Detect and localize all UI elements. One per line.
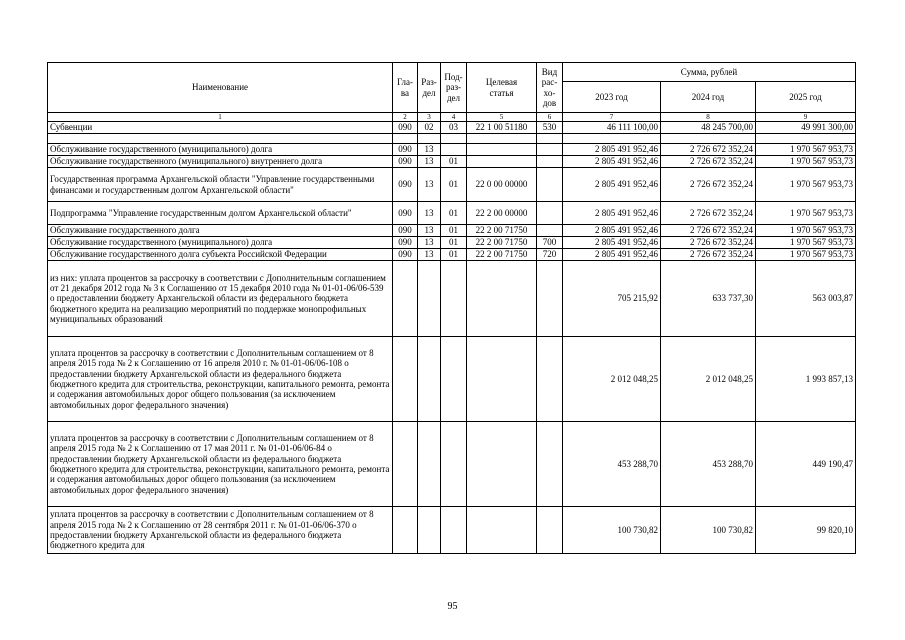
row-razdel: 13 <box>418 156 441 168</box>
header-razdel: Раз- дел <box>418 63 441 113</box>
row-sum-2024: 2 726 672 352,24 <box>661 237 756 249</box>
row-podrazdel <box>441 261 467 337</box>
column-number: 5 <box>467 113 537 122</box>
row-name: уплата процентов за рассрочку в соответствии с Дополнительным соглашением от 8 апреля 2015 года № 2 к Соглашению от 28 сентября 2011 г. № 01-01-06/06-370 о предоставлении бюджету Архангельской области из федерального бюджета бюджетного кредита для <box>48 507 393 554</box>
row-sum-2025: 99 820,10 <box>756 507 856 554</box>
column-number: 9 <box>756 113 856 122</box>
table-row <box>48 261 856 337</box>
row-name: Обслуживание государственного долга <box>48 225 393 237</box>
row-glava: 090 <box>393 237 418 249</box>
row-razdel <box>418 261 441 337</box>
row-vid: 720 <box>537 249 563 261</box>
row-sum-2024: 2 726 672 352,24 <box>661 144 756 156</box>
table-row <box>48 507 856 554</box>
row-glava: 090 <box>393 249 418 261</box>
row-razdel <box>418 507 441 554</box>
row-celevaya <box>467 422 537 507</box>
row-celevaya <box>467 337 537 422</box>
row-celevaya <box>467 261 537 337</box>
row-sum-2024: 453 288,70 <box>661 422 756 507</box>
row-sum-2023: 46 111 100,00 <box>563 122 661 134</box>
row-vid <box>537 422 563 507</box>
row-sum-2023: 705 215,92 <box>563 261 661 337</box>
row-glava: 090 <box>393 168 418 202</box>
table-row <box>48 144 856 156</box>
row-sum-2025: 1 970 567 953,73 <box>756 249 856 261</box>
row-podrazdel: 01 <box>441 249 467 261</box>
row-vid <box>537 168 563 202</box>
table-row <box>48 202 856 225</box>
row-sum-2025: 49 991 300,00 <box>756 122 856 134</box>
row-celevaya: 22 2 00 71750 <box>467 225 537 237</box>
column-number: 3 <box>418 113 441 122</box>
row-vid: 700 <box>537 237 563 249</box>
row-glava <box>393 337 418 422</box>
row-sum-2025: 1 970 567 953,73 <box>756 202 856 225</box>
row-name: Субвенции <box>48 122 393 134</box>
row-name: Обслуживание государственного (муниципального) внутреннего долга <box>48 156 393 168</box>
row-celevaya: 22 2 00 71750 <box>467 249 537 261</box>
header-celevaya: Целевая статья <box>467 63 537 113</box>
row-sum-2024: 100 730,82 <box>661 507 756 554</box>
row-glava <box>393 261 418 337</box>
budget-table <box>47 62 856 554</box>
row-glava: 090 <box>393 122 418 134</box>
row-podrazdel <box>441 422 467 507</box>
row-sum-2023: 2 012 048,25 <box>563 337 661 422</box>
row-podrazdel <box>441 507 467 554</box>
row-razdel: 13 <box>418 202 441 225</box>
page-number: 95 <box>447 601 458 612</box>
spacer-row <box>48 134 856 144</box>
row-celevaya: 22 2 00 71750 <box>467 237 537 249</box>
table-row <box>48 156 856 168</box>
row-vid: 530 <box>537 122 563 134</box>
row-sum-2023: 2 805 491 952,46 <box>563 249 661 261</box>
row-sum-2023: 2 805 491 952,46 <box>563 168 661 202</box>
row-razdel: 13 <box>418 225 441 237</box>
row-glava: 090 <box>393 144 418 156</box>
table-row <box>48 422 856 507</box>
row-podrazdel: 03 <box>441 122 467 134</box>
row-glava <box>393 422 418 507</box>
row-name: Обслуживание государственного (муниципального) долга <box>48 144 393 156</box>
column-number: 4 <box>441 113 467 122</box>
header-podrazdel: Под- раз- дел <box>441 63 467 113</box>
row-podrazdel <box>441 337 467 422</box>
row-name: уплата процентов за рассрочку в соответствии с Дополнительным соглашением от 8 апреля 2015 года № 2 к Соглашению от 17 мая 2011 г. № 01-01-06/06-84 о предоставлении бюджету Архангельской области из федерального бюджета бюджетного кредита для строительства, реконструкции, капитального ремонта, ремонта и содержания автомобильных дорог общего пользования (за исключением автомобильных дорог федерального значения) <box>48 422 393 507</box>
row-sum-2023: 2 805 491 952,46 <box>563 225 661 237</box>
column-number-row <box>48 113 856 122</box>
row-celevaya <box>467 507 537 554</box>
header-2023: 2023 год <box>563 82 661 113</box>
column-number: 6 <box>537 113 563 122</box>
row-name: из них: уплата процентов за рассрочку в соответствии с Дополнительным соглашением от 21 декабря 2012 года № 3 к Соглашению от 15 декабря 2010 года № 01-01-06/06-539 о предоставлении бюджету Архангельской области из федерального бюджета бюджетного кредита на реализацию мероприятий по поддержке монопрофильных муниципальных образований <box>48 261 393 337</box>
row-sum-2023: 2 805 491 952,46 <box>563 237 661 249</box>
row-sum-2024: 48 245 700,00 <box>661 122 756 134</box>
row-sum-2024: 2 726 672 352,24 <box>661 202 756 225</box>
row-sum-2023: 2 805 491 952,46 <box>563 202 661 225</box>
row-sum-2024: 2 726 672 352,24 <box>661 225 756 237</box>
row-celevaya <box>467 144 537 156</box>
row-sum-2025: 563 003,87 <box>756 261 856 337</box>
row-name: Обслуживание государственного долга субъекта Российской Федерации <box>48 249 393 261</box>
row-podrazdel: 01 <box>441 156 467 168</box>
row-sum-2024: 2 726 672 352,24 <box>661 168 756 202</box>
row-sum-2025: 1 970 567 953,73 <box>756 225 856 237</box>
row-razdel: 02 <box>418 122 441 134</box>
column-number: 7 <box>563 113 661 122</box>
row-sum-2025: 1 970 567 953,73 <box>756 156 856 168</box>
row-glava: 090 <box>393 225 418 237</box>
row-glava: 090 <box>393 202 418 225</box>
table-row <box>48 122 856 134</box>
row-sum-2025: 1 993 857,13 <box>756 337 856 422</box>
row-sum-2023: 2 805 491 952,46 <box>563 156 661 168</box>
row-celevaya: 22 2 00 00000 <box>467 202 537 225</box>
row-razdel: 13 <box>418 237 441 249</box>
row-vid <box>537 225 563 237</box>
row-podrazdel <box>441 144 467 156</box>
row-celevaya: 22 0 00 00000 <box>467 168 537 202</box>
row-vid <box>537 156 563 168</box>
header-name: Наименование <box>48 63 393 113</box>
row-vid <box>537 261 563 337</box>
row-sum-2024: 2 726 672 352,24 <box>661 156 756 168</box>
row-glava: 090 <box>393 156 418 168</box>
row-podrazdel: 01 <box>441 225 467 237</box>
table-row <box>48 168 856 202</box>
row-vid <box>537 144 563 156</box>
row-vid <box>537 202 563 225</box>
row-sum-2024: 2 726 672 352,24 <box>661 249 756 261</box>
table-row <box>48 225 856 237</box>
header-summa: Сумма, рублей <box>563 63 856 82</box>
row-sum-2025: 1 970 567 953,73 <box>756 237 856 249</box>
column-number: 1 <box>48 113 393 122</box>
row-name: уплата процентов за рассрочку в соответствии с Дополнительным соглашением от 8 апреля 2015 года № 2 к Соглашению от 16 апреля 2010 г. № 01-01-06/06-108 о предоставлении бюджету Архангельской области из федерального бюджета бюджетного кредита для строительства, реконструкции, капитального ремонта, ремонта и содержания автомобильных дорог общего пользования (за исключением автомобильных дорог федерального значения) <box>48 337 393 422</box>
column-number: 8 <box>661 113 756 122</box>
row-name: Обслуживание государственного (муниципального) долга <box>48 237 393 249</box>
row-podrazdel: 01 <box>441 202 467 225</box>
row-sum-2024: 633 737,30 <box>661 261 756 337</box>
row-celevaya: 22 1 00 51180 <box>467 122 537 134</box>
row-sum-2023: 453 288,70 <box>563 422 661 507</box>
row-sum-2025: 449 190,47 <box>756 422 856 507</box>
row-podrazdel: 01 <box>441 237 467 249</box>
column-number: 2 <box>393 113 418 122</box>
header-2024: 2024 год <box>661 82 756 113</box>
header-glava: Гла- ва <box>393 63 418 113</box>
table-row <box>48 237 856 249</box>
row-glava <box>393 507 418 554</box>
row-razdel: 13 <box>418 144 441 156</box>
row-celevaya <box>467 156 537 168</box>
row-podrazdel: 01 <box>441 168 467 202</box>
row-razdel <box>418 422 441 507</box>
row-razdel: 13 <box>418 249 441 261</box>
table-row <box>48 337 856 422</box>
row-sum-2024: 2 012 048,25 <box>661 337 756 422</box>
row-vid <box>537 337 563 422</box>
row-vid <box>537 507 563 554</box>
row-razdel: 13 <box>418 168 441 202</box>
header-vid: Вид рас- хо- дов <box>537 63 563 113</box>
header-2025: 2025 год <box>756 82 856 113</box>
row-name: Государственная программа Архангельской области "Управление государственными финансами и государственным долгом Архангельской области" <box>48 168 393 202</box>
row-razdel <box>418 337 441 422</box>
row-sum-2025: 1 970 567 953,73 <box>756 168 856 202</box>
row-sum-2025: 1 970 567 953,73 <box>756 144 856 156</box>
row-name: Подпрограмма "Управление государственным долгом Архангельской области" <box>48 202 393 225</box>
row-sum-2023: 2 805 491 952,46 <box>563 144 661 156</box>
row-sum-2023: 100 730,82 <box>563 507 661 554</box>
table-row <box>48 249 856 261</box>
